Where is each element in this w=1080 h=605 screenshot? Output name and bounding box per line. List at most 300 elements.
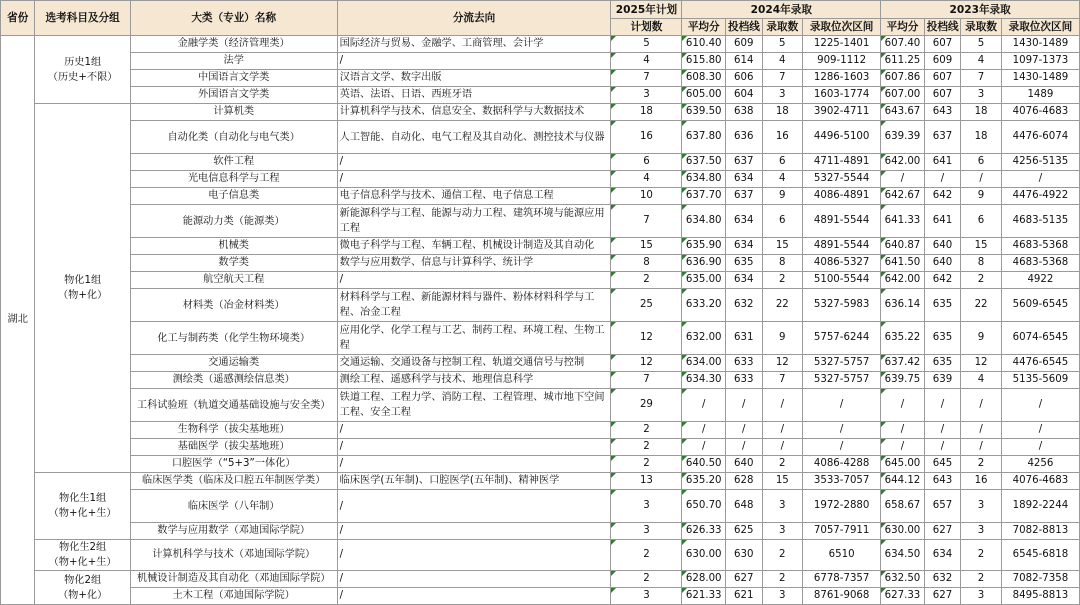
avg-2023-cell: 632.50 (881, 571, 925, 588)
avg-2023-cell: / (881, 439, 925, 456)
admitted-2023-cell: 6 (961, 205, 1002, 238)
rank-2023-cell: 6545-6818 (1001, 540, 1079, 571)
avg-2024-cell: 637.70 (682, 188, 726, 205)
rank-2023-cell: 4476-4922 (1001, 188, 1079, 205)
admitted-2024-cell: 3 (762, 490, 803, 523)
table-row (1, 456, 1080, 473)
direction-cell: / (337, 456, 611, 473)
direction-cell: 数学与应用数学、信息与计算科学、统计学 (337, 255, 611, 272)
line-2024-cell: 633 (726, 355, 763, 372)
rank-2023-cell: / (1001, 422, 1079, 439)
header-line-2024: 投档线 (726, 19, 763, 36)
admitted-2023-cell: 18 (961, 104, 1002, 121)
admitted-2023-cell: 2 (961, 456, 1002, 473)
avg-2023-cell: 636.14 (881, 289, 925, 322)
rank-2023-cell: 7082-8813 (1001, 523, 1079, 540)
major-cell: 生物科学（拔尖基地班） (130, 422, 337, 439)
header-plan-count: 计划数 (611, 19, 682, 36)
plan-count-cell: 3 (611, 87, 682, 104)
admitted-2023-cell: 3 (961, 523, 1002, 540)
admitted-2023-cell: 15 (961, 238, 1002, 255)
direction-cell: / (337, 540, 611, 571)
admitted-2024-cell: 6 (762, 154, 803, 171)
plan-count-cell: 4 (611, 53, 682, 70)
avg-2024-cell: 634.00 (682, 355, 726, 372)
major-cell: 机械类 (130, 238, 337, 255)
admitted-2024-cell: 12 (762, 355, 803, 372)
avg-2023-cell: 639.39 (881, 121, 925, 154)
line-2023-cell: 643 (924, 473, 961, 490)
admitted-2024-cell: 3 (762, 87, 803, 104)
line-2023-cell: 639 (924, 372, 961, 389)
line-2024-cell: 640 (726, 456, 763, 473)
table-row (1, 272, 1080, 289)
avg-2024-cell: 630.00 (682, 540, 726, 571)
header-avg-2023: 平均分 (881, 19, 925, 36)
admitted-2023-cell: 9 (961, 188, 1002, 205)
table-row (1, 36, 1080, 53)
table-row (1, 104, 1080, 121)
line-2023-cell: 627 (924, 588, 961, 605)
major-cell: 中国语言文学类 (130, 70, 337, 87)
line-2024-cell: 632 (726, 289, 763, 322)
direction-cell: 人工智能、自动化、电气工程及其自动化、测控技术与仪器 (337, 121, 611, 154)
line-2023-cell: 642 (924, 272, 961, 289)
rank-2024-cell: 5757-6244 (803, 322, 881, 355)
rank-2023-cell: 8495-8813 (1001, 588, 1079, 605)
plan-count-cell: 12 (611, 355, 682, 372)
admitted-2024-cell: 18 (762, 104, 803, 121)
avg-2024-cell: 626.33 (682, 523, 726, 540)
line-2024-cell: / (726, 422, 763, 439)
avg-2023-cell: 607.40 (881, 36, 925, 53)
rank-2024-cell: 7057-7911 (803, 523, 881, 540)
avg-2023-cell: 641.33 (881, 205, 925, 238)
direction-cell: 计算机科学与技术、信息安全、数据科学与大数据技术 (337, 104, 611, 121)
subject-group-cell: 物化1组 （物+化） (35, 104, 130, 473)
major-cell: 计算机科学与技术（邓迪国际学院） (130, 540, 337, 571)
admitted-2023-cell: / (961, 422, 1002, 439)
line-2023-cell: 641 (924, 205, 961, 238)
rank-2024-cell: 5327-5757 (803, 372, 881, 389)
direction-cell: / (337, 439, 611, 456)
plan-count-cell: 10 (611, 188, 682, 205)
rank-2024-cell: / (803, 439, 881, 456)
major-cell: 交通运输类 (130, 355, 337, 372)
avg-2023-cell: / (881, 422, 925, 439)
rank-2024-cell: 5327-5544 (803, 171, 881, 188)
direction-cell: 电子信息科学与技术、通信工程、电子信息工程 (337, 188, 611, 205)
avg-2023-cell: 607.86 (881, 70, 925, 87)
line-2023-cell: 641 (924, 154, 961, 171)
avg-2024-cell: 634.30 (682, 372, 726, 389)
line-2023-cell: 607 (924, 70, 961, 87)
admitted-2023-cell: 3 (961, 588, 1002, 605)
avg-2024-cell: 610.40 (682, 36, 726, 53)
avg-2024-cell: 650.70 (682, 490, 726, 523)
major-cell: 法学 (130, 53, 337, 70)
avg-2024-cell: 621.33 (682, 588, 726, 605)
plan-count-cell: 2 (611, 540, 682, 571)
major-cell: 材料类（冶金材料类） (130, 289, 337, 322)
admitted-2024-cell: 4 (762, 171, 803, 188)
rank-2023-cell: 7082-7358 (1001, 571, 1079, 588)
admitted-2024-cell: / (762, 422, 803, 439)
admitted-2023-cell: 16 (961, 473, 1002, 490)
plan-count-cell: 8 (611, 255, 682, 272)
admitted-2023-cell: 4 (961, 53, 1002, 70)
line-2024-cell: 633 (726, 372, 763, 389)
rank-2024-cell: 8761-9068 (803, 588, 881, 605)
major-cell: 金融学类（经济管理类） (130, 36, 337, 53)
major-cell: 机械设计制造及其自动化（邓迪国际学院） (130, 571, 337, 588)
line-2023-cell: 627 (924, 523, 961, 540)
rank-2024-cell: 4891-5544 (803, 205, 881, 238)
admitted-2023-cell: 2 (961, 571, 1002, 588)
admitted-2023-cell: 9 (961, 322, 1002, 355)
major-cell: 测绘类（遥感测绘信息类） (130, 372, 337, 389)
avg-2023-cell: 644.12 (881, 473, 925, 490)
major-cell: 光电信息科学与工程 (130, 171, 337, 188)
major-cell: 外国语言文学类 (130, 87, 337, 104)
header-admission-2023: 2023年录取 (881, 1, 1080, 19)
subject-group-cell: 历史1组 （历史+不限） (35, 36, 130, 104)
avg-2023-cell: 642.00 (881, 272, 925, 289)
table-row (1, 540, 1080, 571)
rank-2023-cell: 4256 (1001, 456, 1079, 473)
avg-2024-cell: 635.90 (682, 238, 726, 255)
major-cell: 电子信息类 (130, 188, 337, 205)
admitted-2024-cell: 15 (762, 473, 803, 490)
major-cell: 软件工程 (130, 154, 337, 171)
plan-count-cell: 29 (611, 389, 682, 422)
direction-cell: / (337, 490, 611, 523)
header-direction: 分流去向 (337, 1, 611, 36)
direction-cell: / (337, 422, 611, 439)
subject-group-cell: 物化生2组 （物+化+生） (35, 540, 130, 571)
admitted-2023-cell: 8 (961, 255, 1002, 272)
line-2024-cell: 627 (726, 571, 763, 588)
table-row (1, 571, 1080, 588)
table-row (1, 255, 1080, 272)
rank-2023-cell: 1430-1489 (1001, 36, 1079, 53)
rank-2023-cell: 1430-1489 (1001, 70, 1079, 87)
header-subject-group: 选考科目及分组 (35, 1, 130, 36)
plan-count-cell: 18 (611, 104, 682, 121)
line-2024-cell: 634 (726, 238, 763, 255)
admitted-2024-cell: 5 (762, 36, 803, 53)
rank-2024-cell: 1972-2880 (803, 490, 881, 523)
line-2024-cell: 648 (726, 490, 763, 523)
rank-2024-cell: 5327-5757 (803, 355, 881, 372)
plan-count-cell: 2 (611, 439, 682, 456)
plan-count-cell: 7 (611, 205, 682, 238)
line-2024-cell: 638 (726, 104, 763, 121)
avg-2023-cell: 658.67 (881, 490, 925, 523)
avg-2024-cell: 615.80 (682, 53, 726, 70)
avg-2024-cell: 628.00 (682, 571, 726, 588)
plan-count-cell: 2 (611, 456, 682, 473)
line-2024-cell: 634 (726, 272, 763, 289)
admitted-2024-cell: 2 (762, 540, 803, 571)
rank-2024-cell: 1225-1401 (803, 36, 881, 53)
table-row (1, 171, 1080, 188)
line-2023-cell: 640 (924, 255, 961, 272)
rank-2024-cell: / (803, 389, 881, 422)
header-admitted-2023: 录取数 (961, 19, 1002, 36)
line-2023-cell: / (924, 389, 961, 422)
rank-2024-cell: 5100-5544 (803, 272, 881, 289)
admitted-2023-cell: 3 (961, 87, 1002, 104)
direction-cell: 测绘工程、遥感科学与技术、地理信息科学 (337, 372, 611, 389)
table-row (1, 205, 1080, 238)
header-rank-2024: 录取位次区间 (803, 19, 881, 36)
table-row (1, 53, 1080, 70)
direction-cell: 汉语言文学、数字出版 (337, 70, 611, 87)
major-cell: 能源动力类（能源类） (130, 205, 337, 238)
line-2024-cell: 637 (726, 188, 763, 205)
plan-count-cell: 3 (611, 588, 682, 605)
rank-2023-cell: 4076-4683 (1001, 473, 1079, 490)
admitted-2024-cell: 22 (762, 289, 803, 322)
rank-2024-cell: 4711-4891 (803, 154, 881, 171)
plan-count-cell: 2 (611, 272, 682, 289)
header-rank-2023: 录取位次区间 (1001, 19, 1079, 36)
direction-cell: 应用化学、化学工程与工艺、制药工程、环境工程、生物工程 (337, 322, 611, 355)
line-2023-cell: / (924, 171, 961, 188)
rank-2024-cell: 1286-1603 (803, 70, 881, 87)
direction-cell: / (337, 154, 611, 171)
line-2023-cell: 635 (924, 289, 961, 322)
plan-count-cell: 7 (611, 70, 682, 87)
rank-2024-cell: 4086-4891 (803, 188, 881, 205)
plan-count-cell: 2 (611, 422, 682, 439)
admitted-2024-cell: 9 (762, 322, 803, 355)
major-cell: 临床医学类（临床及口腔五年制医学类） (130, 473, 337, 490)
major-cell: 数学类 (130, 255, 337, 272)
header-plan-2025: 2025年计划 (611, 1, 682, 19)
table-row (1, 121, 1080, 154)
direction-cell: / (337, 171, 611, 188)
table-row (1, 372, 1080, 389)
table-row (1, 523, 1080, 540)
admitted-2023-cell: 22 (961, 289, 1002, 322)
avg-2024-cell: 634.80 (682, 205, 726, 238)
avg-2024-cell: 605.00 (682, 87, 726, 104)
header-admitted-2024: 录取数 (762, 19, 803, 36)
plan-count-cell: 4 (611, 171, 682, 188)
avg-2023-cell: 642.67 (881, 188, 925, 205)
rank-2023-cell: 5609-6545 (1001, 289, 1079, 322)
line-2024-cell: 630 (726, 540, 763, 571)
direction-cell: / (337, 272, 611, 289)
line-2023-cell: / (924, 422, 961, 439)
avg-2024-cell: 639.50 (682, 104, 726, 121)
avg-2023-cell: 635.22 (881, 322, 925, 355)
avg-2023-cell: 641.50 (881, 255, 925, 272)
admitted-2023-cell: 7 (961, 70, 1002, 87)
subject-group-cell: 物化2组 （物+化） (35, 571, 130, 605)
line-2023-cell: 637 (924, 121, 961, 154)
header-line-2023: 投档线 (924, 19, 961, 36)
avg-2023-cell: / (881, 171, 925, 188)
table-body (1, 36, 1080, 605)
rank-2024-cell: 4086-5327 (803, 255, 881, 272)
line-2024-cell: 634 (726, 171, 763, 188)
table-row (1, 473, 1080, 490)
line-2024-cell: 609 (726, 36, 763, 53)
avg-2024-cell: 632.00 (682, 322, 726, 355)
line-2023-cell: 609 (924, 53, 961, 70)
table-row (1, 588, 1080, 605)
admitted-2024-cell: 3 (762, 523, 803, 540)
line-2024-cell: / (726, 389, 763, 422)
avg-2024-cell: 634.80 (682, 171, 726, 188)
avg-2023-cell: 611.25 (881, 53, 925, 70)
line-2023-cell: 632 (924, 571, 961, 588)
major-cell: 工科试验班（轨道交通基础设施与安全类） (130, 389, 337, 422)
rank-2023-cell: 4922 (1001, 272, 1079, 289)
direction-cell: / (337, 571, 611, 588)
rank-2024-cell: 1603-1774 (803, 87, 881, 104)
rank-2024-cell: 4496-5100 (803, 121, 881, 154)
avg-2023-cell: 642.00 (881, 154, 925, 171)
table-row (1, 154, 1080, 171)
admitted-2024-cell: 15 (762, 238, 803, 255)
avg-2023-cell: 637.42 (881, 355, 925, 372)
header-province: 省份 (1, 1, 35, 36)
admitted-2024-cell: 9 (762, 188, 803, 205)
rank-2024-cell: 3533-7057 (803, 473, 881, 490)
direction-cell: / (337, 523, 611, 540)
avg-2023-cell: 607.00 (881, 87, 925, 104)
direction-cell: 微电子科学与工程、车辆工程、机械设计制造及其自动化 (337, 238, 611, 255)
direction-cell: 临床医学(五年制)、口腔医学(五年制)、精神医学 (337, 473, 611, 490)
admitted-2024-cell: 7 (762, 372, 803, 389)
line-2024-cell: 628 (726, 473, 763, 490)
rank-2023-cell: 4256-5135 (1001, 154, 1079, 171)
table-row (1, 70, 1080, 87)
avg-2023-cell: 627.33 (881, 588, 925, 605)
table-row (1, 188, 1080, 205)
rank-2024-cell: 3902-4711 (803, 104, 881, 121)
plan-count-cell: 3 (611, 523, 682, 540)
rank-2023-cell: 4076-4683 (1001, 104, 1079, 121)
rank-2023-cell: 5135-5609 (1001, 372, 1079, 389)
line-2024-cell: 635 (726, 255, 763, 272)
rank-2023-cell: 4683-5368 (1001, 238, 1079, 255)
plan-count-cell: 5 (611, 36, 682, 53)
admitted-2023-cell: / (961, 171, 1002, 188)
avg-2024-cell: 608.30 (682, 70, 726, 87)
avg-2023-cell: / (881, 389, 925, 422)
rank-2024-cell: 4891-5544 (803, 238, 881, 255)
admitted-2024-cell: 2 (762, 456, 803, 473)
line-2024-cell: 621 (726, 588, 763, 605)
plan-count-cell: 6 (611, 154, 682, 171)
avg-2024-cell: 635.20 (682, 473, 726, 490)
table-row (1, 389, 1080, 422)
admitted-2023-cell: 2 (961, 540, 1002, 571)
plan-count-cell: 16 (611, 121, 682, 154)
admitted-2023-cell: 6 (961, 154, 1002, 171)
plan-count-cell: 3 (611, 490, 682, 523)
header-avg-2024: 平均分 (682, 19, 726, 36)
line-2023-cell: 634 (924, 540, 961, 571)
admitted-2024-cell: 8 (762, 255, 803, 272)
table-row (1, 439, 1080, 456)
direction-cell: / (337, 588, 611, 605)
line-2024-cell: / (726, 439, 763, 456)
admitted-2023-cell: 3 (961, 490, 1002, 523)
plan-count-cell: 13 (611, 473, 682, 490)
admitted-2023-cell: 2 (961, 272, 1002, 289)
rank-2023-cell: 1489 (1001, 87, 1079, 104)
avg-2024-cell: / (682, 389, 726, 422)
admitted-2023-cell: / (961, 389, 1002, 422)
plan-count-cell: 12 (611, 322, 682, 355)
rank-2024-cell: 909-1112 (803, 53, 881, 70)
rank-2023-cell: 4683-5135 (1001, 205, 1079, 238)
direction-cell: 铁道工程、工程力学、消防工程、工程管理、城市地下空间工程、安全工程 (337, 389, 611, 422)
line-2023-cell: 607 (924, 87, 961, 104)
table-row (1, 289, 1080, 322)
subject-group-cell: 物化生1组 （物+化+生） (35, 473, 130, 540)
table-row (1, 322, 1080, 355)
line-2024-cell: 631 (726, 322, 763, 355)
avg-2023-cell: 643.67 (881, 104, 925, 121)
direction-cell: / (337, 53, 611, 70)
rank-2024-cell: 5327-5983 (803, 289, 881, 322)
line-2023-cell: 645 (924, 456, 961, 473)
avg-2023-cell: 634.50 (881, 540, 925, 571)
plan-count-cell: 25 (611, 289, 682, 322)
plan-count-cell: 7 (611, 372, 682, 389)
rank-2024-cell: 6510 (803, 540, 881, 571)
table-row (1, 355, 1080, 372)
line-2024-cell: 614 (726, 53, 763, 70)
admitted-2023-cell: 4 (961, 372, 1002, 389)
avg-2024-cell: 636.90 (682, 255, 726, 272)
line-2023-cell: 657 (924, 490, 961, 523)
line-2023-cell: 635 (924, 355, 961, 372)
line-2024-cell: 634 (726, 205, 763, 238)
admitted-2024-cell: 7 (762, 70, 803, 87)
admitted-2023-cell: 5 (961, 36, 1002, 53)
rank-2023-cell: / (1001, 389, 1079, 422)
rank-2023-cell: / (1001, 439, 1079, 456)
major-cell: 基础医学（拔尖基地班） (130, 439, 337, 456)
avg-2024-cell: / (682, 422, 726, 439)
admitted-2024-cell: 6 (762, 205, 803, 238)
rank-2023-cell: 4476-6074 (1001, 121, 1079, 154)
avg-2023-cell: 639.75 (881, 372, 925, 389)
rank-2023-cell: 6074-6545 (1001, 322, 1079, 355)
direction-cell: 交通运输、交通设备与控制工程、轨道交通信号与控制 (337, 355, 611, 372)
direction-cell: 英语、法语、日语、西班牙语 (337, 87, 611, 104)
avg-2024-cell: 637.50 (682, 154, 726, 171)
rank-2024-cell: 4086-4288 (803, 456, 881, 473)
major-cell: 化工与制药类（化学生物环境类） (130, 322, 337, 355)
avg-2024-cell: 635.00 (682, 272, 726, 289)
admitted-2023-cell: 12 (961, 355, 1002, 372)
admitted-2024-cell: 3 (762, 588, 803, 605)
major-cell: 土木工程（邓迪国际学院） (130, 588, 337, 605)
major-cell: 口腔医学（“5+3”一体化） (130, 456, 337, 473)
line-2023-cell: 607 (924, 36, 961, 53)
line-2024-cell: 625 (726, 523, 763, 540)
admitted-2024-cell: / (762, 389, 803, 422)
